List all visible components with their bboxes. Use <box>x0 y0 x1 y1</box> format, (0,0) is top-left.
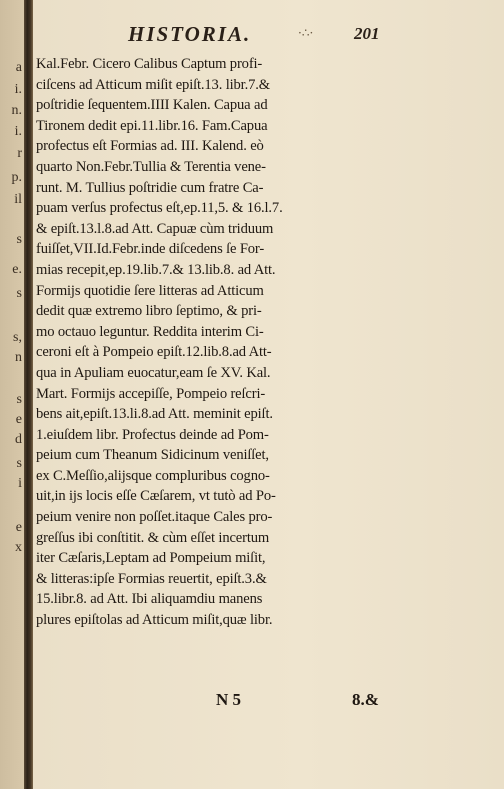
text-line: Tironem dedit epi.11.libr.16. Fam.Capua <box>36 117 268 134</box>
left-page-fragment: a <box>15 60 22 75</box>
signature-mark: N 5 <box>216 690 242 709</box>
text-line: profectus eſt Formias ad. III. Kalend. eò <box>36 138 264 155</box>
left-page-fragment: s <box>16 456 22 471</box>
body-text <box>36 54 402 631</box>
text-line: quarto Non.Febr.Tullia & Terentia vene- <box>36 158 266 175</box>
text-line: ciſcens ad Atticum miſit epiſt.13. libr.7.& <box>36 76 270 93</box>
left-page-fragment: p. <box>11 170 22 185</box>
left-page-fragment: s <box>16 392 22 407</box>
text-line: fuiſſet,VII.Id.Febr.inde diſcedens ſe For- <box>36 241 265 258</box>
text-line: ceroni eſt à Pompeio epiſt.12.lib.8.ad Att- <box>36 344 272 361</box>
text-line: mo octauo leguntur. Reddita interim Ci- <box>36 323 264 340</box>
left-page-fragment: x <box>15 540 22 555</box>
text-line: uit,in ijs locis eſſe Cæſarem, vt tutò ad Po- <box>36 488 276 505</box>
page-footer <box>36 690 402 714</box>
left-page-fragment: d <box>15 432 22 447</box>
left-page-fragment: il <box>14 192 22 207</box>
left-page-fragment: r <box>17 146 22 161</box>
text-line: Kal.Febr. Cicero Calibus Captum profi- <box>36 56 263 72</box>
page-header <box>36 18 504 52</box>
running-title: HISTORIA. <box>128 22 252 46</box>
left-page-fragment: s, <box>13 330 22 345</box>
left-page-fragment: n. <box>11 103 22 118</box>
left-page-fragment: n <box>15 350 22 365</box>
text-line: iter Cæſaris,Leptam ad Pompeium miſit, <box>36 550 266 567</box>
text-line: runt. M. Tullius poſtridie cum fratre Ca- <box>36 179 264 196</box>
text-line: & epiſt.13.l.8.ad Att. Capuæ cùm triduum <box>36 220 274 237</box>
text-line: Mart. Formijs accepiſſe, Pompeio reſcri- <box>36 385 266 402</box>
left-page-fragment: i. <box>14 82 22 97</box>
left-page-fragment: e <box>15 412 22 427</box>
text-line: greſſus ibi conſtitit. & cùm eſſet incertum <box>36 529 270 546</box>
left-page-fragment: s <box>16 286 22 301</box>
text-line: bens ait,epiſt.13.li.8.ad Att. meminit epiſt. <box>36 406 273 423</box>
text-line: qua in Apuliam euocatur,eam ſe XV. Kal. <box>36 364 271 381</box>
text-line: 15.libr.8. ad Att. Ibi aliquamdiu manens <box>36 591 263 608</box>
text-line: plures epiſtolas ad Atticum miſit,quæ libr. <box>36 612 273 629</box>
left-page-fragment: e <box>15 520 22 535</box>
catchword: 8.& <box>352 690 379 709</box>
text-line: ex C.Meſſio,alijsque compluribus cogno- <box>36 467 270 484</box>
text-line: peium venire non poſſet.itaque Cales pro- <box>36 509 273 526</box>
text-line: & litteras:ipſe Formias reuertit, epiſt.3.& <box>36 570 267 587</box>
page-number: 201 <box>354 24 380 43</box>
ornament-icon: ·∴· <box>298 26 314 40</box>
text-line: 1.eiuſdem libr. Profectus deinde ad Pom- <box>36 426 269 443</box>
left-page-edge <box>0 0 24 789</box>
text-line: Formijs quotidie ſere litteras ad Atticum <box>36 282 264 299</box>
left-page-fragment: s <box>16 232 22 247</box>
text-line: dedit quæ extremo libro ſeptimo, & pri- <box>36 303 262 320</box>
left-page-fragment: i. <box>14 124 22 139</box>
text-line: poſtridie ſequentem.IIII Kalen. Capua ad <box>36 97 268 114</box>
text-line: puam verſus profectus eſt,ep.11,5. & 16.l.7. <box>36 200 283 217</box>
text-line: mias recepit,ep.19.lib.7.& 13.lib.8. ad Att. <box>36 261 276 278</box>
right-page <box>36 18 504 789</box>
book-gutter <box>24 0 33 789</box>
text-line: peium cum Theanum Sidicinum veniſſet, <box>36 447 269 464</box>
left-page-fragment: e. <box>12 262 22 277</box>
left-page-fragment: i <box>18 476 22 491</box>
